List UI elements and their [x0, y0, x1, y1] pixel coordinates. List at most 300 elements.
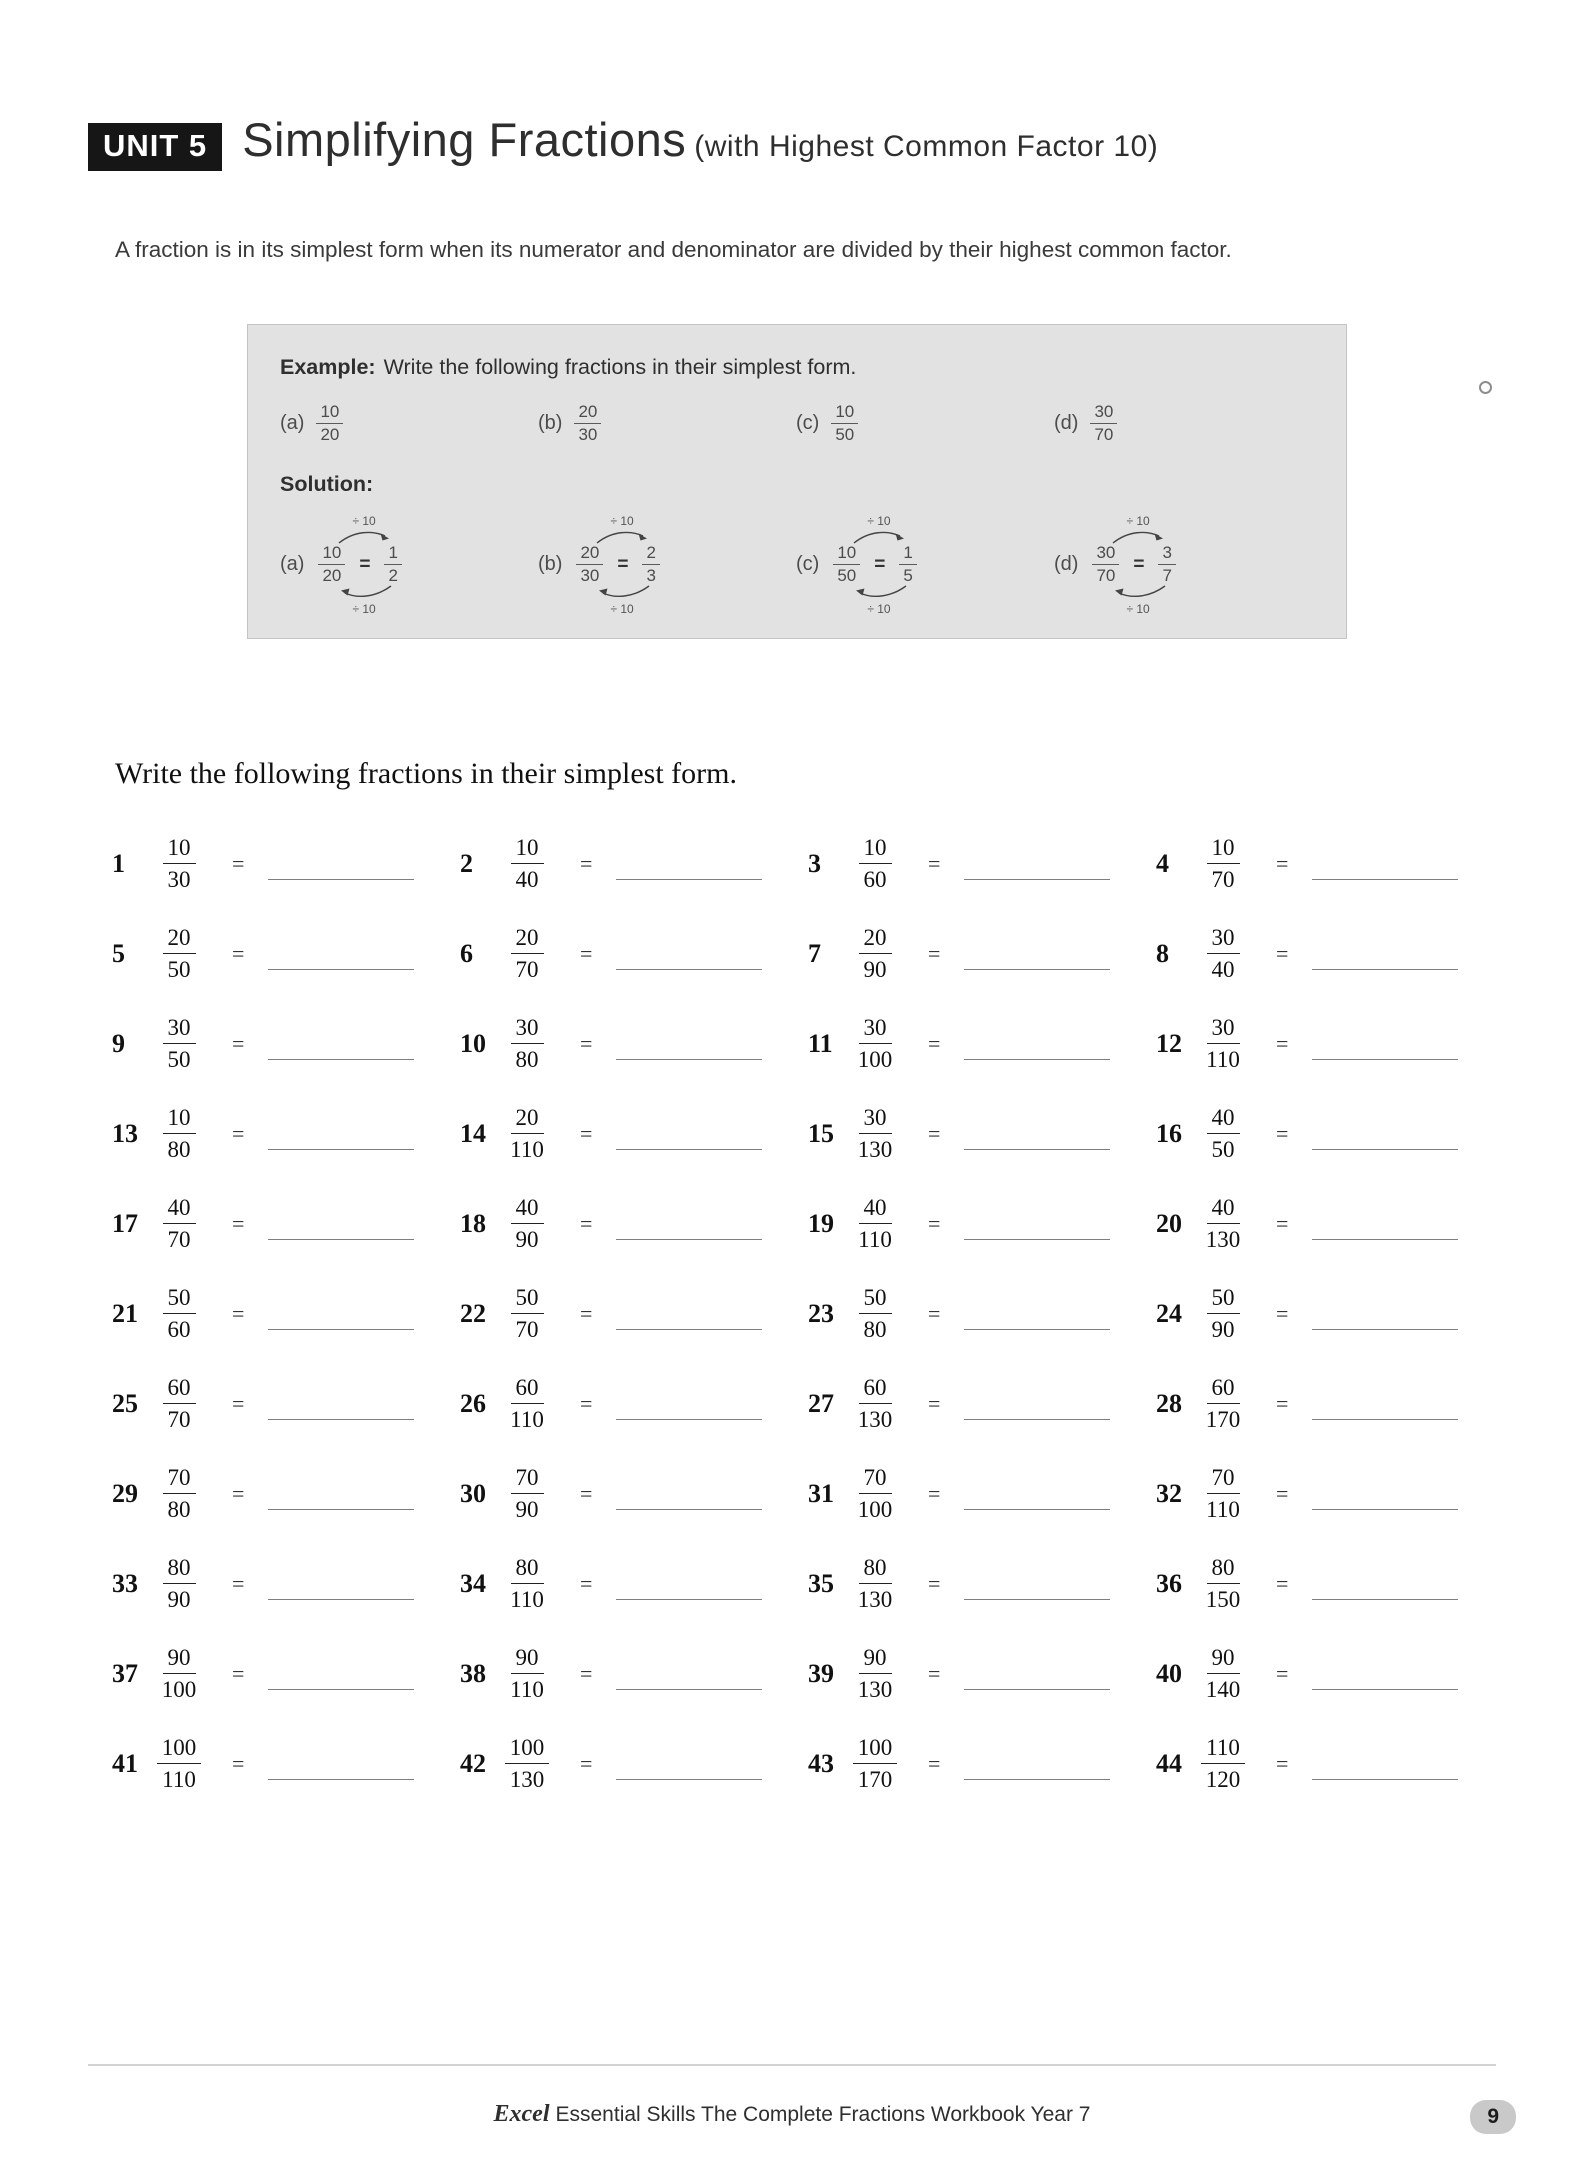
solution-item-tag: (c)	[796, 553, 820, 576]
equals-sign: =	[580, 1030, 593, 1056]
problem-item	[112, 1281, 460, 1346]
page-title	[242, 112, 1158, 167]
problem-item	[112, 1551, 460, 1616]
fraction-denominator: 80	[167, 1137, 191, 1163]
equals-sign: =	[928, 1210, 941, 1236]
binder-hole-icon	[1479, 381, 1492, 394]
answer-blank	[964, 1298, 1110, 1330]
problem-item	[1156, 1551, 1504, 1616]
fraction-denominator: 170	[857, 1767, 893, 1793]
problem-fraction	[850, 1194, 900, 1254]
fraction-numerator: 10	[163, 1104, 196, 1135]
example-prompt: Write the following fractions in their simplest form.	[383, 354, 857, 379]
solution-item-tag: (d)	[1054, 553, 1079, 576]
answer-blank	[616, 1478, 762, 1510]
answer-blank	[1312, 1028, 1458, 1060]
problem-fraction	[502, 1374, 552, 1434]
fraction-denominator: 7	[1162, 566, 1172, 586]
fraction-denominator: 80	[863, 1317, 887, 1343]
problem-fraction	[1198, 924, 1248, 984]
fraction-denominator: 110	[510, 1587, 544, 1613]
answer-blank	[964, 938, 1110, 970]
problem-fraction	[1198, 1644, 1248, 1704]
divide-arrow-top-icon	[1110, 529, 1168, 545]
problem-fraction	[1198, 1734, 1248, 1794]
fraction-numerator: 1	[899, 543, 916, 565]
fraction-numerator: 90	[163, 1644, 196, 1675]
fraction-denominator: 20	[320, 425, 340, 445]
fraction-numerator: 20	[576, 543, 603, 565]
answer-blank	[1312, 1478, 1458, 1510]
fraction-denominator: 70	[515, 957, 539, 983]
equals-sign: =	[928, 1570, 941, 1596]
problem-number: 29	[112, 1478, 138, 1508]
example-item-tag: (d)	[1054, 412, 1079, 435]
problem-number: 38	[460, 1658, 486, 1688]
equals-sign: =	[232, 1660, 245, 1686]
page-title-suffix: (with Highest Common Factor 10)	[694, 130, 1159, 163]
problem-number: 35	[808, 1568, 834, 1598]
equals-sign: =	[1276, 1570, 1289, 1596]
simplified-fraction	[899, 543, 916, 587]
equals-sign: =	[928, 850, 941, 876]
problem-number: 2	[460, 848, 473, 878]
answer-blank	[1312, 1658, 1458, 1690]
divide-by-ten-label-top: ÷ 10	[1126, 513, 1150, 528]
answer-blank	[1312, 1208, 1458, 1240]
problem-item	[1156, 921, 1504, 986]
equals-sign: =	[580, 1660, 593, 1686]
fraction-numerator: 40	[1207, 1104, 1240, 1135]
problem-item	[808, 1011, 1156, 1076]
fraction	[316, 402, 343, 446]
problem-item	[808, 1461, 1156, 1526]
equals-sign: =	[928, 1660, 941, 1686]
fraction-denominator: 3	[646, 566, 656, 586]
problem-number: 22	[460, 1298, 486, 1328]
answer-blank	[964, 1388, 1110, 1420]
problem-item	[808, 1281, 1156, 1346]
problem-item	[112, 831, 460, 896]
problem-number: 36	[1156, 1568, 1182, 1598]
fraction-numerator: 10	[1207, 834, 1240, 865]
answer-blank	[268, 1118, 414, 1150]
fraction-numerator: 100	[505, 1734, 550, 1765]
fraction-denominator: 50	[167, 1047, 191, 1073]
problem-item	[1156, 1461, 1504, 1526]
fraction-numerator: 40	[859, 1194, 892, 1225]
fraction-numerator: 100	[157, 1734, 202, 1765]
problem-number: 1	[112, 848, 125, 878]
problem-item	[808, 1371, 1156, 1436]
fraction-denominator: 100	[161, 1677, 197, 1703]
problem-fraction	[1198, 1284, 1248, 1344]
solution-item	[538, 513, 796, 617]
problem-number: 16	[1156, 1118, 1182, 1148]
problem-fraction	[850, 1104, 900, 1164]
example-label: Example:	[280, 354, 376, 379]
equals-sign: =	[928, 940, 941, 966]
problem-fraction	[850, 1554, 900, 1614]
equals-sign: =	[232, 850, 245, 876]
problem-fraction	[502, 834, 552, 894]
fraction-denominator: 60	[167, 1317, 191, 1343]
example-item-tag: (c)	[796, 412, 820, 435]
problem-fraction	[850, 1464, 900, 1524]
problem-number: 12	[1156, 1028, 1182, 1058]
problem-number: 37	[112, 1658, 138, 1688]
answer-blank	[1312, 1748, 1458, 1780]
answer-blank	[1312, 848, 1458, 880]
fraction-denominator: 70	[515, 1317, 539, 1343]
problem-number: 9	[112, 1028, 125, 1058]
problem-fraction	[850, 1014, 900, 1074]
answer-blank	[268, 1208, 414, 1240]
problem-fraction	[1198, 1464, 1248, 1524]
fraction-numerator: 10	[318, 543, 345, 565]
fraction-numerator: 90	[511, 1644, 544, 1675]
problem-fraction	[154, 1284, 204, 1344]
equals-sign: =	[1276, 850, 1289, 876]
problem-number: 13	[112, 1118, 138, 1148]
problem-fraction	[502, 924, 552, 984]
solution-item-tag: (b)	[538, 553, 563, 576]
equals-sign: =	[232, 1570, 245, 1596]
problem-fraction	[1198, 1194, 1248, 1254]
fraction-denominator: 130	[1205, 1227, 1241, 1253]
fraction-numerator: 10	[163, 834, 196, 865]
problem-item	[112, 1731, 460, 1796]
equals-sign: =	[1276, 1660, 1289, 1686]
answer-blank	[616, 1298, 762, 1330]
answer-blank	[1312, 1388, 1458, 1420]
solution-item	[796, 513, 1054, 617]
simplified-fraction	[1158, 543, 1175, 587]
problems-grid	[112, 831, 1504, 1796]
answer-blank	[268, 848, 414, 880]
problem-fraction	[502, 1734, 552, 1794]
problem-number: 41	[112, 1748, 138, 1778]
equals-sign: =	[617, 553, 629, 575]
answer-blank	[616, 848, 762, 880]
problem-item	[112, 1461, 460, 1526]
fraction-numerator: 40	[511, 1194, 544, 1225]
problem-item	[460, 921, 808, 986]
fraction-denominator: 130	[857, 1677, 893, 1703]
problem-item	[112, 1641, 460, 1706]
fraction-numerator: 30	[1090, 402, 1117, 424]
problem-fraction	[154, 1104, 204, 1164]
fraction-numerator: 50	[1207, 1284, 1240, 1315]
problem-item	[112, 1191, 460, 1256]
problem-fraction	[154, 1014, 204, 1074]
fraction-denominator: 60	[863, 867, 887, 893]
solution-working	[833, 513, 917, 617]
fraction-denominator: 30	[580, 566, 600, 586]
problem-item	[460, 1101, 808, 1166]
exercise-instruction: Write the following fractions in their simplest form.	[115, 757, 737, 791]
equals-sign: =	[928, 1480, 941, 1506]
fraction-numerator: 20	[163, 924, 196, 955]
divide-by-ten-label-top: ÷ 10	[352, 513, 376, 528]
fraction-numerator: 10	[831, 402, 858, 424]
problem-fraction	[502, 1464, 552, 1524]
problem-item	[808, 1191, 1156, 1256]
fraction-denominator: 130	[857, 1137, 893, 1163]
problem-number: 18	[460, 1208, 486, 1238]
fraction-denominator: 130	[509, 1767, 545, 1793]
solution-item	[1054, 513, 1312, 617]
fraction-denominator: 90	[863, 957, 887, 983]
footer-book-title: Essential Skills The Complete Fractions Workbook Year 7	[555, 2103, 1091, 2126]
answer-blank	[964, 1028, 1110, 1060]
fraction-numerator: 30	[1207, 924, 1240, 955]
divide-arrow-bottom-icon	[336, 584, 394, 600]
publisher-logo: Excel	[493, 2101, 550, 2127]
fraction-numerator: 20	[859, 924, 892, 955]
problem-number: 20	[1156, 1208, 1182, 1238]
solution-working	[576, 513, 660, 617]
problem-fraction	[1198, 1374, 1248, 1434]
problem-fraction	[850, 834, 900, 894]
problem-fraction	[850, 924, 900, 984]
problem-item	[460, 1191, 808, 1256]
problem-number: 3	[808, 848, 821, 878]
fraction-denominator: 110	[510, 1407, 544, 1433]
problem-fraction	[850, 1734, 900, 1794]
fraction-numerator: 60	[859, 1374, 892, 1405]
fraction-numerator: 60	[1207, 1374, 1240, 1405]
solution-working	[318, 513, 402, 617]
equals-sign: =	[1276, 1210, 1289, 1236]
answer-blank	[1312, 1118, 1458, 1150]
problem-number: 28	[1156, 1388, 1182, 1418]
problem-fraction	[154, 1194, 204, 1254]
answer-blank	[616, 1658, 762, 1690]
problem-fraction	[850, 1284, 900, 1344]
fraction-denominator: 110	[1206, 1497, 1240, 1523]
answer-blank	[964, 1208, 1110, 1240]
divide-arrow-bottom-icon	[1110, 584, 1168, 600]
page-number-badge: 9	[1470, 2100, 1516, 2134]
fraction-denominator: 90	[515, 1227, 539, 1253]
answer-blank	[616, 1028, 762, 1060]
problem-fraction	[850, 1644, 900, 1704]
fraction	[831, 402, 858, 446]
answer-blank	[964, 1568, 1110, 1600]
problem-fraction	[850, 1374, 900, 1434]
fraction-denominator: 70	[1094, 425, 1114, 445]
answer-blank	[268, 1478, 414, 1510]
equals-sign: =	[1276, 1750, 1289, 1776]
problem-fraction	[1198, 1014, 1248, 1074]
problem-item	[808, 1731, 1156, 1796]
problem-item	[112, 1371, 460, 1436]
problem-number: 31	[808, 1478, 834, 1508]
fraction-numerator: 110	[1201, 1734, 1245, 1765]
problem-item	[1156, 1371, 1504, 1436]
fraction-denominator: 30	[167, 867, 191, 893]
problem-number: 43	[808, 1748, 834, 1778]
fraction-denominator: 140	[1205, 1677, 1241, 1703]
equals-sign: =	[232, 1120, 245, 1146]
fraction-denominator: 50	[835, 425, 855, 445]
problem-fraction	[502, 1194, 552, 1254]
problem-fraction	[502, 1554, 552, 1614]
fraction-numerator: 30	[859, 1104, 892, 1135]
answer-blank	[268, 1748, 414, 1780]
equals-sign: =	[1276, 1300, 1289, 1326]
example-fraction-item	[1054, 402, 1312, 446]
fraction-denominator: 100	[857, 1047, 893, 1073]
answer-blank	[616, 1118, 762, 1150]
original-fraction	[833, 543, 860, 587]
fraction-denominator: 110	[1206, 1047, 1240, 1073]
fraction-numerator: 2	[642, 543, 659, 565]
original-fraction	[1092, 543, 1119, 587]
fraction-numerator: 50	[163, 1284, 196, 1315]
problem-item	[112, 921, 460, 986]
problem-number: 24	[1156, 1298, 1182, 1328]
equals-sign: =	[232, 1750, 245, 1776]
problem-item	[460, 1011, 808, 1076]
answer-blank	[964, 1748, 1110, 1780]
fraction-numerator: 40	[163, 1194, 196, 1225]
fraction-numerator: 3	[1158, 543, 1175, 565]
equals-sign: =	[928, 1390, 941, 1416]
equals-sign: =	[580, 1480, 593, 1506]
fraction-numerator: 40	[1207, 1194, 1240, 1225]
problem-number: 11	[808, 1028, 833, 1058]
example-fraction-item	[538, 402, 796, 446]
problem-item	[808, 1101, 1156, 1166]
fraction-denominator: 40	[1211, 957, 1235, 983]
equals-sign: =	[928, 1300, 941, 1326]
problem-item	[1156, 1191, 1504, 1256]
fraction-numerator: 80	[1207, 1554, 1240, 1585]
fraction-numerator: 20	[511, 924, 544, 955]
fraction-denominator: 110	[858, 1227, 892, 1253]
problem-item	[112, 1011, 460, 1076]
page-title-main: Simplifying Fractions	[242, 113, 687, 166]
problem-fraction	[154, 1464, 204, 1524]
fraction-denominator: 100	[857, 1497, 893, 1523]
divide-by-ten-label-bottom: ÷ 10	[610, 602, 634, 617]
problem-item	[808, 921, 1156, 986]
problem-item	[808, 1551, 1156, 1616]
problem-number: 39	[808, 1658, 834, 1688]
problem-number: 34	[460, 1568, 486, 1598]
answer-blank	[1312, 1568, 1458, 1600]
fraction-numerator: 30	[1092, 543, 1119, 565]
example-heading	[280, 355, 1312, 380]
equals-sign: =	[232, 1210, 245, 1236]
problem-item	[808, 1641, 1156, 1706]
problem-number: 6	[460, 938, 473, 968]
divide-by-ten-label-top: ÷ 10	[610, 513, 634, 528]
problem-fraction	[502, 1644, 552, 1704]
fraction-numerator: 90	[1207, 1644, 1240, 1675]
fraction-numerator: 1	[384, 543, 401, 565]
solution-item-tag: (a)	[280, 553, 305, 576]
example-fraction-item	[280, 402, 538, 446]
fraction-denominator: 40	[515, 867, 539, 893]
problem-number: 21	[112, 1298, 138, 1328]
fraction-numerator: 10	[859, 834, 892, 865]
equals-sign: =	[359, 553, 371, 575]
problem-number: 10	[460, 1028, 486, 1058]
equals-sign: =	[928, 1030, 941, 1056]
fraction-denominator: 50	[167, 957, 191, 983]
fraction-denominator: 90	[167, 1587, 191, 1613]
fraction-denominator: 110	[162, 1767, 196, 1793]
problem-item	[460, 831, 808, 896]
fraction-denominator: 70	[167, 1227, 191, 1253]
answer-blank	[964, 848, 1110, 880]
problem-item	[112, 1101, 460, 1166]
fraction-denominator: 50	[837, 566, 857, 586]
solution-working	[1092, 513, 1176, 617]
fraction-numerator: 80	[163, 1554, 196, 1585]
fraction-numerator: 80	[859, 1554, 892, 1585]
equals-sign: =	[580, 1300, 593, 1326]
divide-by-ten-label-top: ÷ 10	[867, 513, 891, 528]
problem-fraction	[154, 1554, 204, 1614]
problem-number: 5	[112, 938, 125, 968]
fraction-denominator: 70	[167, 1407, 191, 1433]
problem-number: 42	[460, 1748, 486, 1778]
problem-fraction	[1198, 834, 1248, 894]
equals-sign: =	[232, 1480, 245, 1506]
page-header	[88, 112, 1496, 171]
simplified-fraction	[384, 543, 401, 587]
fraction-denominator: 130	[857, 1407, 893, 1433]
problem-item	[460, 1281, 808, 1346]
divide-arrow-top-icon	[594, 529, 652, 545]
equals-sign: =	[928, 1750, 941, 1776]
problem-number: 23	[808, 1298, 834, 1328]
equals-sign: =	[580, 1750, 593, 1776]
problem-number: 4	[1156, 848, 1169, 878]
problem-fraction	[502, 1014, 552, 1074]
problem-number: 17	[112, 1208, 138, 1238]
problem-item	[460, 1641, 808, 1706]
equals-sign: =	[232, 1030, 245, 1056]
equals-sign: =	[580, 1390, 593, 1416]
divide-arrow-bottom-icon	[851, 584, 909, 600]
problem-number: 8	[1156, 938, 1169, 968]
fraction-numerator: 90	[859, 1644, 892, 1675]
answer-blank	[964, 1478, 1110, 1510]
divide-arrow-bottom-icon	[594, 584, 652, 600]
problem-item	[460, 1731, 808, 1796]
footer-divider	[88, 2064, 1496, 2066]
problem-fraction	[502, 1104, 552, 1164]
problem-item	[460, 1461, 808, 1526]
problem-item	[1156, 1641, 1504, 1706]
fraction-denominator: 2	[388, 566, 398, 586]
fraction-denominator: 30	[578, 425, 598, 445]
fraction-numerator: 30	[859, 1014, 892, 1045]
equals-sign: =	[580, 1570, 593, 1596]
divide-arrow-top-icon	[336, 529, 394, 545]
answer-blank	[268, 1298, 414, 1330]
problem-fraction	[502, 1284, 552, 1344]
fraction-numerator: 60	[163, 1374, 196, 1405]
equals-sign: =	[874, 553, 886, 575]
problem-fraction	[154, 924, 204, 984]
fraction-numerator: 10	[316, 402, 343, 424]
